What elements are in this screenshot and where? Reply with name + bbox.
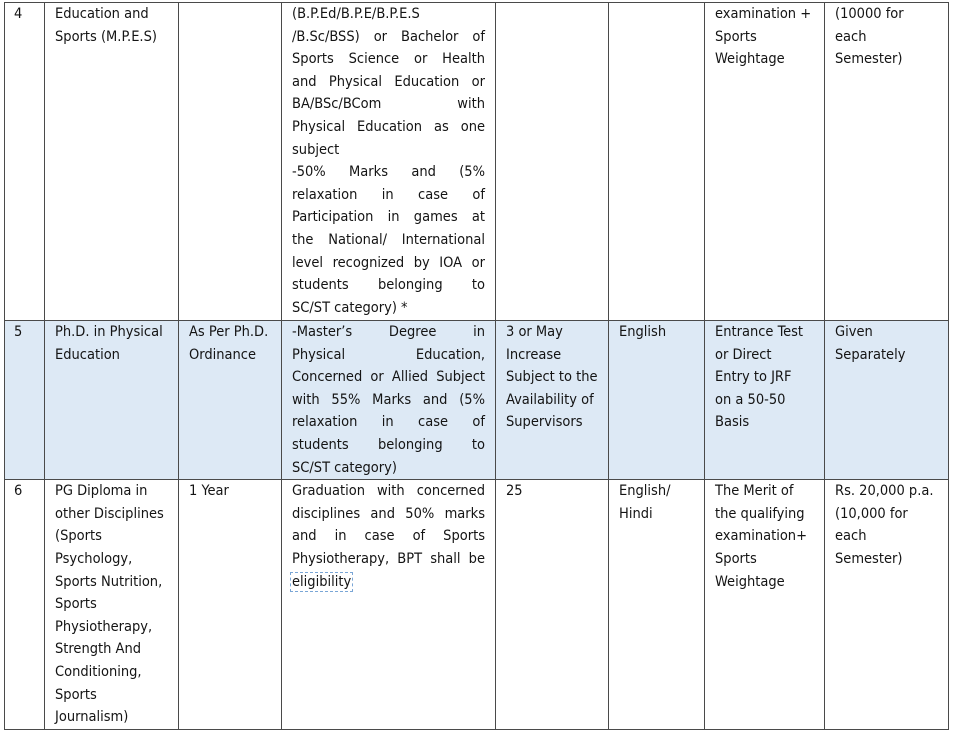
cell-line: -Master’s Degree in: [292, 324, 485, 340]
cell-line: Given: [835, 324, 873, 340]
cell-line: examination+: [715, 528, 807, 545]
cell-line: relaxation in case of: [292, 414, 485, 431]
cell-line: on a 50-50: [715, 391, 786, 408]
cell-line: Physiotherapy, BPT shall be: [292, 550, 485, 567]
cell-line: PG Diploma in: [55, 483, 148, 500]
eligibility-cell: [282, 480, 496, 730]
cell-line: each: [835, 528, 867, 545]
cell-line: -50% Marks and (5%: [292, 164, 485, 181]
cell-line: Participation in games at: [292, 209, 485, 226]
cell-line: Entrance Test: [715, 324, 804, 340]
row-number: [5, 3, 45, 321]
programme-cell: [45, 480, 179, 730]
cell-line: Separately: [835, 346, 906, 363]
cell-line: each: [835, 28, 867, 45]
admission-cell: [705, 3, 825, 321]
cell-line: Weightage: [715, 573, 785, 590]
seats-cell: [496, 321, 609, 480]
cell-line: (10,000 for: [835, 505, 908, 522]
cell-line: Sports: [55, 596, 97, 613]
cell-line: relaxation in case of: [292, 186, 485, 203]
cell-line: Supervisors: [506, 414, 583, 431]
cell-line: Strength And: [55, 641, 142, 658]
cell-line: Rs. 20,000 p.a.: [835, 483, 934, 500]
cell-line: The Merit of: [715, 483, 794, 500]
cell-line: Ordinance: [189, 346, 257, 363]
duration-cell: [179, 480, 282, 730]
cell-line: Hindi: [619, 505, 653, 522]
table-row-5: [5, 321, 949, 480]
cell-line: 6: [14, 483, 23, 500]
cell-line: As Per Ph.D.: [189, 324, 269, 340]
programme-cell: [45, 3, 179, 321]
fee-cell: [825, 480, 949, 730]
cell-line: Sports (M.P.E.S): [55, 28, 157, 45]
fee-cell: [825, 321, 949, 480]
cell-line: Education and: [55, 6, 149, 22]
cell-line: Semester): [835, 51, 903, 68]
cell-line: Ph.D. in Physical: [55, 324, 163, 340]
cell-line: Journalism): [55, 709, 129, 726]
cell-line: Concerned or Allied Subject: [292, 369, 485, 386]
cell-line: 5: [14, 324, 23, 340]
eligibility-cell: [282, 321, 496, 480]
programme-table: [4, 2, 949, 730]
cell-line: Availability of: [506, 391, 594, 408]
programme-cell: [45, 321, 179, 480]
cell-line: Sports: [55, 686, 97, 703]
cell-line: subject: [292, 141, 340, 158]
cell-line: the National/ International: [292, 231, 485, 248]
cell-line: Weightage: [715, 51, 785, 68]
cell-line: Sports Science or Health: [292, 51, 485, 68]
cell-line: other Disciplines: [55, 505, 164, 522]
row-number: [5, 321, 45, 480]
cell-line: Entry to JRF: [715, 369, 792, 386]
cell-line: with 55% Marks and (5%: [292, 391, 485, 408]
cell-line: 1 Year: [189, 483, 229, 500]
cell-line: Physical Education,: [292, 346, 485, 363]
cell-line: 4: [14, 6, 23, 22]
cell-line: Semester): [835, 550, 903, 567]
medium-cell: [609, 3, 705, 321]
cell-line: [292, 571, 485, 594]
selected-text[interactable]: eligibility: [292, 573, 352, 590]
cell-line: 25: [506, 483, 523, 500]
cell-line: Sports Nutrition,: [55, 573, 163, 590]
table-row-6: [5, 480, 949, 730]
admission-cell: [705, 480, 825, 730]
cell-line: Physical Education as one: [292, 118, 485, 135]
cell-line: Basis: [715, 414, 750, 431]
cell-line: Increase: [506, 346, 562, 363]
cell-line: Conditioning,: [55, 663, 142, 680]
cell-line: English: [619, 324, 667, 340]
cell-line: Education: [55, 346, 120, 363]
cell-line: SC/ST category) *: [292, 299, 408, 316]
medium-cell: [609, 480, 705, 730]
cell-line: (Sports: [55, 528, 102, 545]
duration-cell: [179, 321, 282, 480]
cell-line: 3 or May: [506, 324, 563, 340]
cell-line: and Physical Education or: [292, 73, 485, 90]
cell-line: and in case of Sports: [292, 528, 485, 545]
cell-line: or Direct: [715, 346, 772, 363]
cell-line: examination +: [715, 6, 812, 22]
cell-line: Psychology,: [55, 550, 133, 567]
cell-line: BA/BSc/BCom with: [292, 96, 485, 113]
admission-cell: [705, 321, 825, 480]
medium-cell: [609, 321, 705, 480]
eligibility-cell: [282, 3, 496, 321]
cell-line: Physiotherapy,: [55, 618, 153, 635]
row-number: [5, 480, 45, 730]
cell-line: Subject to the: [506, 369, 598, 386]
cell-line: (B.P.Ed/B.P.E/B.P.E.S: [292, 6, 420, 22]
cell-line: SC/ST category): [292, 459, 397, 476]
table-row-4: [5, 3, 949, 321]
duration-cell: [179, 3, 282, 321]
cell-line: (10000 for: [835, 6, 904, 22]
fee-cell: [825, 3, 949, 321]
cell-line: students belonging to: [292, 277, 485, 294]
cell-line: Graduation with concerned: [292, 483, 485, 500]
cell-line: level recognized by IOA or: [292, 254, 485, 271]
cell-line: /B.Sc/BSS) or Bachelor of: [292, 28, 485, 45]
cell-line: Sports: [715, 550, 757, 567]
cell-line: Sports: [715, 28, 757, 45]
cell-line: English/: [619, 483, 671, 500]
seats-cell: [496, 480, 609, 730]
cell-line: students belonging to: [292, 436, 485, 453]
cell-line: the qualifying: [715, 505, 805, 522]
seats-cell: [496, 3, 609, 321]
cell-line: disciplines and 50% marks: [292, 505, 485, 522]
